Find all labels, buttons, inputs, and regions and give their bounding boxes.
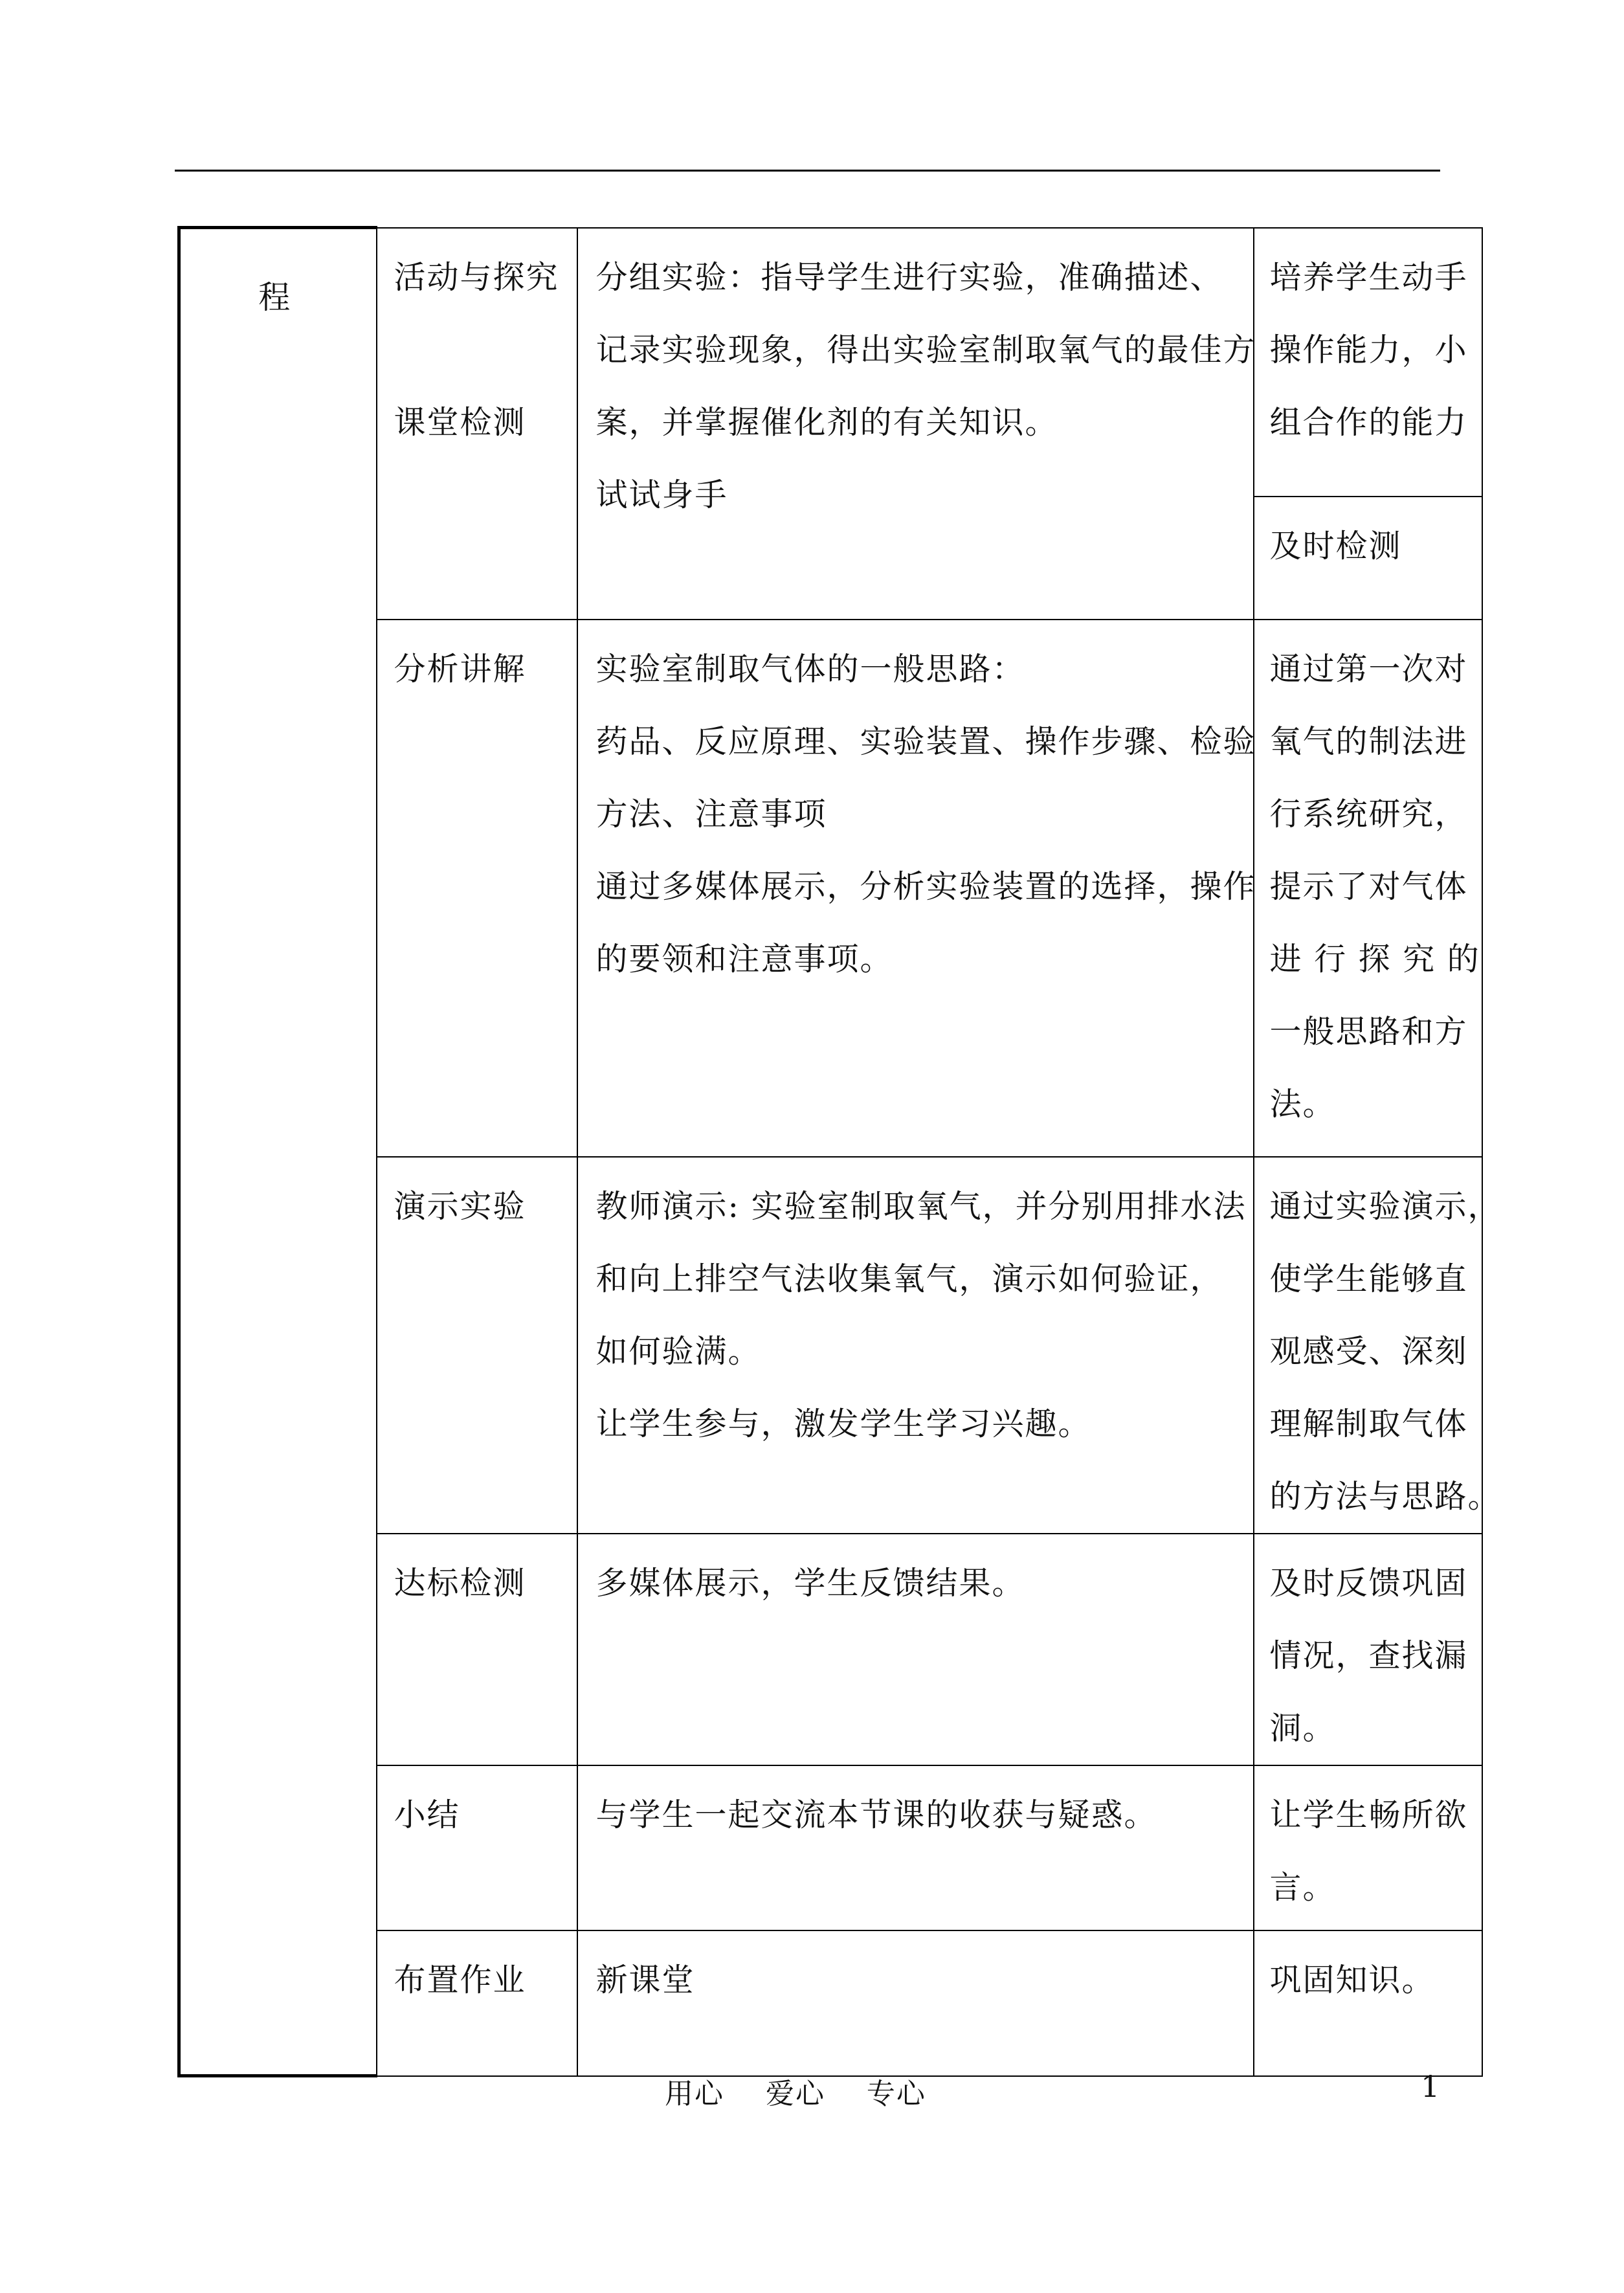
step-label: 分析讲解	[394, 650, 526, 688]
purpose-line: 及时反馈巩固	[1269, 1564, 1468, 1602]
step-cell	[377, 620, 577, 1157]
content-cell	[577, 228, 1254, 620]
content-line: 的要领和注意事项。	[595, 940, 893, 978]
purpose-line: 氧气的制法进	[1269, 722, 1468, 760]
purpose-line: 理解制取气体	[1269, 1405, 1468, 1442]
content-line: 实验室制取气体的一般思路：	[595, 650, 1025, 688]
footer-motto: 用心 爱心 专心	[665, 2077, 926, 2110]
purpose-line: 组合作的能力	[1269, 403, 1468, 441]
content-line: 教师演示: 实验室制取氧气，并分别用排水法	[595, 1187, 1247, 1225]
content-cell	[577, 1157, 1254, 1534]
purpose-line: 巩固知识。	[1269, 1961, 1435, 1998]
content-line: 案，并掌握催化剂的有关知识。	[595, 403, 1058, 441]
step-cell	[377, 228, 577, 620]
purpose-block	[1254, 229, 1482, 497]
step-label: 小结	[394, 1796, 460, 1833]
content-line: 试试身手	[595, 476, 728, 513]
purpose-cell	[1254, 228, 1482, 620]
purpose-line: 言。	[1269, 1868, 1336, 1906]
purpose-line: 使学生能够直	[1269, 1260, 1468, 1297]
content-cell	[577, 1534, 1254, 1765]
content-line: 与学生一起交流本节课的收获与疑惑。	[595, 1796, 1157, 1833]
purpose-line: 提示了对气体	[1269, 867, 1468, 905]
purpose-line: 培养学生动手	[1269, 258, 1468, 296]
purpose-line: 一般思路和方	[1269, 1012, 1468, 1050]
step-label: 达标检测	[394, 1564, 526, 1602]
purpose-cell	[1254, 1930, 1482, 2076]
content-line: 如何验满。	[595, 1332, 761, 1370]
content-line: 药品、反应原理、实验装置、操作步骤、检验	[595, 722, 1256, 760]
purpose-cell	[1254, 1534, 1482, 1765]
content-line: 多媒体展示，学生反馈结果。	[595, 1564, 1025, 1602]
step-label: 布置作业	[394, 1961, 526, 1998]
step-cell	[377, 1157, 577, 1534]
purpose-line: 通过实验演示，	[1269, 1187, 1501, 1225]
purpose-line: 行系统研究，	[1269, 795, 1468, 833]
content-line: 让学生参与，激发学生学习兴趣。	[595, 1405, 1091, 1442]
purpose-line: 法。	[1269, 1085, 1336, 1123]
content-line: 通过多媒体展示，分析实验装置的选择，操作	[595, 867, 1256, 905]
content-line: 记录实验现象，得出实验室制取氧气的最佳方	[595, 331, 1256, 368]
content-cell	[577, 1765, 1254, 1930]
step-label: 课堂检测	[394, 403, 526, 441]
step-cell	[377, 1765, 577, 1930]
content-line: 方法、注意事项	[595, 795, 827, 833]
step-label: 活动与探究	[394, 258, 559, 296]
purpose-line: 洞。	[1269, 1709, 1336, 1747]
purpose-line: 及时检测	[1269, 527, 1402, 565]
content-cell	[577, 1930, 1254, 2076]
step-label: 演示实验	[394, 1187, 526, 1225]
purpose-line: 情况，查找漏	[1269, 1637, 1468, 1674]
purpose-line: 进 行 探 究 的	[1269, 940, 1480, 978]
purpose-line: 观感受、深刻	[1269, 1332, 1468, 1370]
purpose-line: 操作能力，小	[1269, 331, 1468, 368]
content-cell	[577, 620, 1254, 1157]
purpose-line: 通过第一次对	[1269, 650, 1468, 688]
content-line: 和向上排空气法收集氧气，演示如何验证，	[595, 1260, 1223, 1297]
purpose-cell	[1254, 620, 1482, 1157]
lesson-plan-table	[177, 226, 1501, 2077]
step-cell	[377, 1534, 577, 1765]
step-cell	[377, 1930, 577, 2076]
page-number: 1	[1421, 2069, 1440, 2104]
stage-label: 程	[258, 279, 292, 316]
header-rule	[175, 170, 1440, 172]
table-row	[179, 228, 1482, 620]
content-line: 分组实验：指导学生进行实验，准确描述、	[595, 258, 1223, 296]
purpose-line: 让学生畅所欲	[1269, 1796, 1468, 1833]
stage-cell	[179, 228, 377, 2076]
content-line: 新课堂	[595, 1961, 695, 1998]
purpose-line: 的方法与思路。	[1269, 1477, 1501, 1515]
purpose-cell	[1254, 1765, 1482, 1930]
purpose-cell	[1254, 1157, 1501, 1534]
purpose-block	[1254, 497, 1482, 583]
